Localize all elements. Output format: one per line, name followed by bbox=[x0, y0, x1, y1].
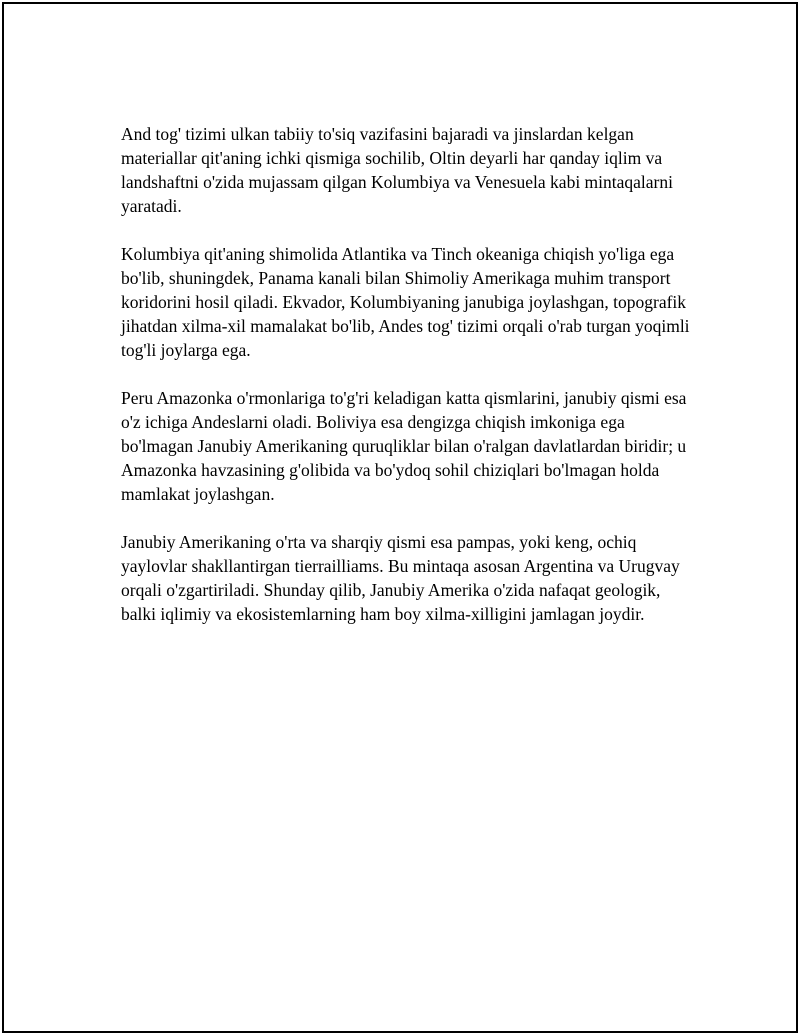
document-body bbox=[121, 122, 696, 650]
paragraph-4: Janubiy Amerikaning o'rta va sharqiy qismi esa pampas, yoki keng, ochiq yaylovlar shakllantirgan tierrailliams. Bu mintaqa asosan Argentina va Urugvay orqali o'zgartiriladi. Shunday qilib, Janubiy Amerika o'zida nafaqat geologik, balki iqlimiy va ekosistemlarning ham boy xilma-xilligini jamlagan joydir. bbox=[121, 532, 680, 624]
paragraph-3: Peru Amazonka o'rmonlariga to'g'ri keladigan katta qismlarini, janubiy qismi esa o'z ichiga Andeslarni oladi. Boliviya esa dengizga chiqish imkoniga ega bo'lmagan Janubiy Amerikaning quruqliklar bilan o'ralgan davlatlardan biridir; u Amazonka havzasining g'olibida va bo'ydoq sohil chiziqlari bo'lmagan holda mamlakat joylashgan. bbox=[121, 388, 687, 504]
page-frame bbox=[2, 2, 798, 1033]
paragraph-1: And tog' tizimi ulkan tabiiy to'siq vazifasini bajaradi va jinslardan kelgan materiallar qit'aning ichki qismiga sochilib, Oltin deyarli har qanday iqlim va landshaftni o'zida mujassam qilgan Kolumbiya va Venesuela kabi mintaqalarni yaratadi. bbox=[121, 124, 673, 216]
paragraph-2: Kolumbiya qit'aning shimolida Atlantika va Tinch okeaniga chiqish yo'liga ega bo'lib, shuningdek, Panama kanali bilan Shimoliy Amerikaga muhim transport koridorini hosil qiladi. Ekvador, Kolumbiyaning janubiga joylashgan, topografik jihatdan xilma-xil mamalakat bo'lib, Andes tog' tizimi orqali o'rab turgan yoqimli tog'li joylarga ega. bbox=[121, 244, 690, 360]
